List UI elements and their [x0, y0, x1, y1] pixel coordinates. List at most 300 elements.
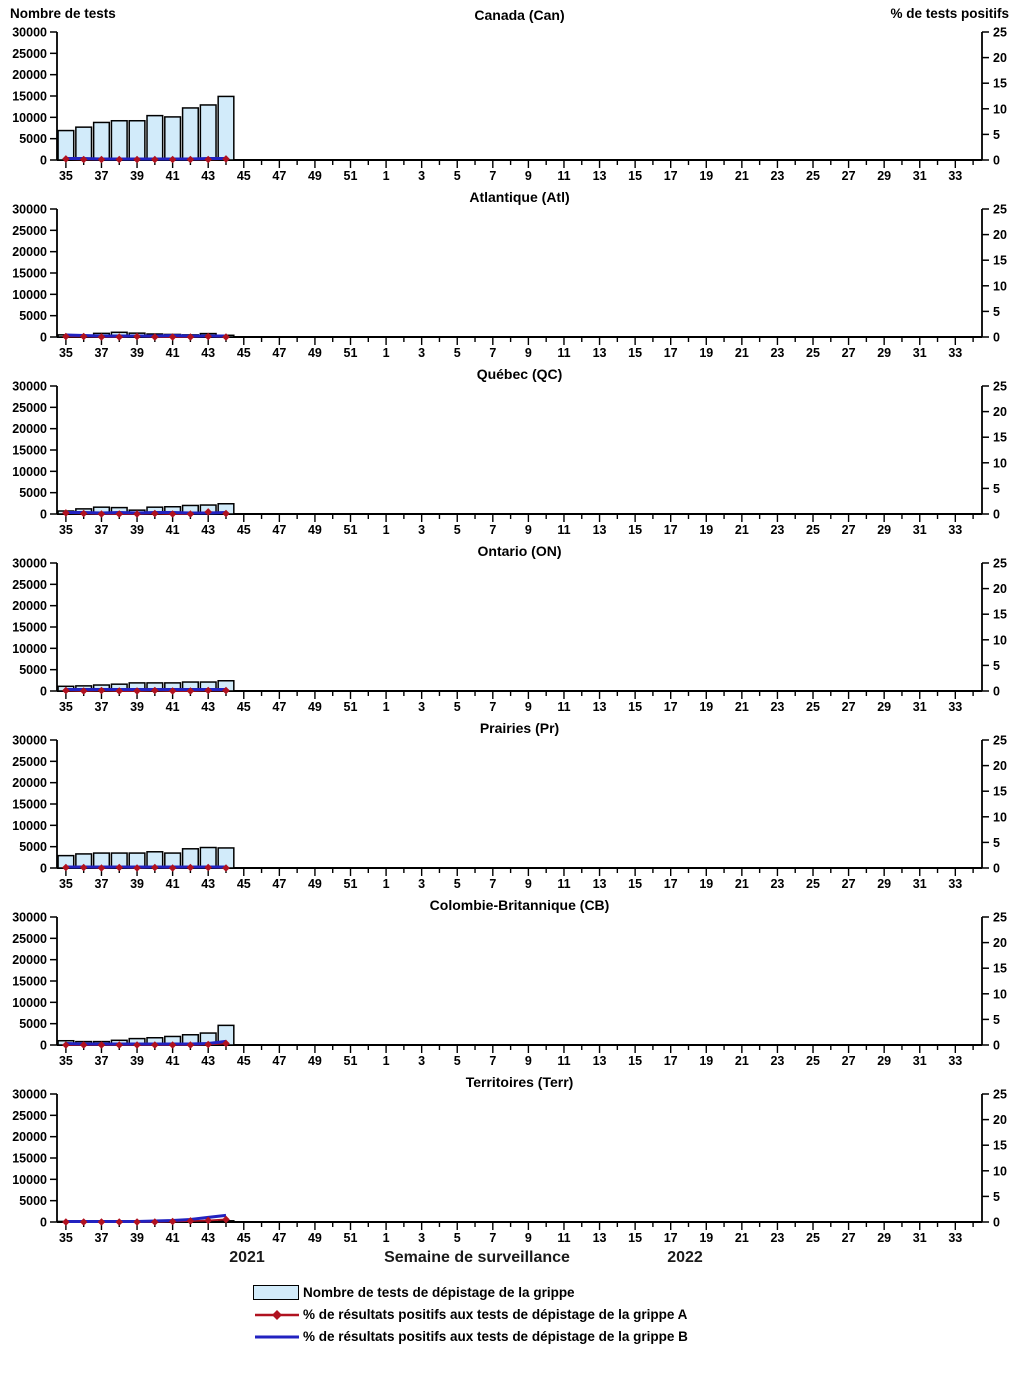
- svg-text:5: 5: [993, 481, 1000, 496]
- svg-text:11: 11: [557, 169, 571, 181]
- right-axis: [982, 557, 1007, 699]
- bar-swatch-icon: [253, 1285, 299, 1300]
- chart-ontario: [0, 535, 1013, 712]
- svg-text:27: 27: [841, 700, 856, 712]
- panel-title: Colombie-Britannique (CB): [429, 897, 610, 913]
- svg-text:0: 0: [40, 507, 47, 522]
- svg-text:7: 7: [489, 877, 497, 889]
- svg-text:33: 33: [948, 700, 963, 712]
- svg-text:25000: 25000: [12, 223, 47, 238]
- svg-text:5: 5: [993, 304, 1000, 319]
- svg-text:5000: 5000: [19, 309, 47, 324]
- svg-text:29: 29: [877, 169, 892, 181]
- svg-text:10000: 10000: [12, 464, 47, 479]
- panel-territoires: [0, 1066, 1013, 1243]
- x-axis: [59, 1045, 973, 1066]
- svg-text:11: 11: [557, 523, 571, 535]
- svg-text:15: 15: [993, 76, 1007, 91]
- svg-text:25: 25: [993, 733, 1007, 748]
- svg-text:41: 41: [165, 1054, 180, 1066]
- svg-text:21: 21: [734, 169, 749, 181]
- svg-text:43: 43: [201, 1054, 216, 1066]
- svg-text:25: 25: [806, 1231, 820, 1243]
- svg-text:25: 25: [993, 202, 1007, 217]
- svg-text:15000: 15000: [12, 1151, 47, 1166]
- panel-title: Atlantique (Atl): [469, 189, 570, 205]
- right-axis: [982, 26, 1007, 168]
- svg-text:49: 49: [307, 700, 322, 712]
- svg-text:10000: 10000: [12, 818, 47, 833]
- svg-text:47: 47: [272, 700, 287, 712]
- svg-text:20000: 20000: [12, 422, 47, 437]
- svg-text:5: 5: [453, 877, 461, 889]
- svg-text:25000: 25000: [12, 577, 47, 592]
- svg-text:5: 5: [453, 1054, 461, 1066]
- svg-text:17: 17: [663, 877, 678, 889]
- svg-text:25000: 25000: [12, 46, 47, 61]
- svg-text:30000: 30000: [12, 910, 47, 925]
- svg-text:31: 31: [912, 1054, 927, 1066]
- svg-text:5: 5: [993, 658, 1000, 673]
- svg-text:11: 11: [557, 700, 571, 712]
- svg-text:5: 5: [453, 700, 461, 712]
- svg-text:27: 27: [841, 1054, 856, 1066]
- left-axis: [12, 203, 57, 345]
- svg-text:41: 41: [165, 346, 180, 358]
- svg-text:11: 11: [557, 877, 571, 889]
- svg-text:3: 3: [418, 1054, 426, 1066]
- svg-text:47: 47: [272, 169, 287, 181]
- svg-text:49: 49: [307, 346, 322, 358]
- svg-text:49: 49: [307, 1231, 322, 1243]
- svg-text:5: 5: [453, 1231, 461, 1243]
- svg-text:15: 15: [628, 1054, 643, 1066]
- svg-text:0: 0: [40, 1038, 47, 1053]
- svg-text:15000: 15000: [12, 89, 47, 104]
- svg-text:0: 0: [40, 684, 47, 699]
- svg-text:5: 5: [993, 1012, 1000, 1027]
- svg-text:0: 0: [40, 153, 47, 168]
- svg-text:45: 45: [236, 523, 251, 535]
- svg-text:39: 39: [130, 1231, 145, 1243]
- svg-text:39: 39: [130, 877, 145, 889]
- svg-text:35: 35: [58, 700, 73, 712]
- svg-text:1: 1: [382, 1231, 390, 1243]
- panel-quebec: [0, 358, 1013, 535]
- axes: [57, 386, 982, 514]
- svg-text:20: 20: [993, 936, 1007, 951]
- svg-text:25000: 25000: [12, 754, 47, 769]
- svg-text:31: 31: [912, 1231, 927, 1243]
- x-axis: [59, 160, 973, 181]
- svg-text:17: 17: [663, 169, 678, 181]
- panel-title: Ontario (ON): [477, 543, 562, 559]
- right-axis: [982, 203, 1007, 345]
- panel-prairies: [0, 712, 1013, 889]
- svg-text:9: 9: [524, 169, 532, 181]
- svg-text:27: 27: [841, 877, 856, 889]
- svg-text:20: 20: [993, 51, 1007, 66]
- svg-text:43: 43: [201, 346, 216, 358]
- svg-text:9: 9: [524, 700, 532, 712]
- svg-text:15: 15: [993, 784, 1007, 799]
- svg-text:41: 41: [165, 169, 180, 181]
- svg-text:31: 31: [912, 700, 927, 712]
- svg-text:5: 5: [453, 169, 461, 181]
- svg-text:45: 45: [236, 346, 251, 358]
- svg-text:31: 31: [912, 523, 927, 535]
- svg-text:27: 27: [841, 346, 856, 358]
- svg-text:30000: 30000: [12, 556, 47, 571]
- svg-text:23: 23: [770, 877, 785, 889]
- axes: [57, 1094, 982, 1222]
- svg-text:29: 29: [877, 877, 892, 889]
- svg-text:17: 17: [663, 1054, 678, 1066]
- svg-text:23: 23: [770, 169, 785, 181]
- svg-text:45: 45: [236, 1054, 251, 1066]
- svg-text:10: 10: [993, 633, 1007, 648]
- grippe-b-line: [66, 512, 226, 513]
- svg-text:35: 35: [58, 523, 73, 535]
- svg-text:25: 25: [806, 700, 820, 712]
- svg-text:10: 10: [993, 987, 1007, 1002]
- svg-text:5000: 5000: [19, 840, 47, 855]
- svg-text:5000: 5000: [19, 486, 47, 501]
- svg-text:5: 5: [993, 835, 1000, 850]
- svg-text:5000: 5000: [19, 1017, 47, 1032]
- svg-text:15000: 15000: [12, 443, 47, 458]
- svg-text:45: 45: [236, 877, 251, 889]
- svg-text:25: 25: [993, 25, 1007, 40]
- svg-text:10000: 10000: [12, 995, 47, 1010]
- svg-text:20: 20: [993, 582, 1007, 597]
- svg-text:45: 45: [236, 1231, 251, 1243]
- svg-text:10: 10: [993, 279, 1007, 294]
- svg-text:20: 20: [993, 405, 1007, 420]
- panel-canada: [0, 4, 1013, 181]
- svg-text:13: 13: [592, 346, 607, 358]
- x-axis-title: Semaine de surveillance: [384, 1249, 570, 1266]
- svg-text:43: 43: [201, 700, 216, 712]
- svg-text:35: 35: [58, 346, 73, 358]
- svg-text:21: 21: [734, 700, 749, 712]
- svg-text:41: 41: [165, 1231, 180, 1243]
- svg-text:20000: 20000: [12, 776, 47, 791]
- svg-text:10: 10: [993, 810, 1007, 825]
- svg-text:7: 7: [489, 523, 497, 535]
- panel-atlantique: [0, 181, 1013, 358]
- svg-text:25: 25: [993, 910, 1007, 925]
- svg-text:30000: 30000: [12, 25, 47, 40]
- svg-text:5: 5: [453, 523, 461, 535]
- svg-text:29: 29: [877, 523, 892, 535]
- svg-text:10000: 10000: [12, 1172, 47, 1187]
- svg-text:25000: 25000: [12, 931, 47, 946]
- svg-text:41: 41: [165, 877, 180, 889]
- svg-text:49: 49: [307, 169, 322, 181]
- svg-text:33: 33: [948, 523, 963, 535]
- left-axis: [12, 911, 57, 1053]
- legend-label-grippe-b: % de résultats positifs aux tests de dépistage de la grippe B: [303, 1329, 688, 1344]
- svg-text:15000: 15000: [12, 797, 47, 812]
- svg-text:23: 23: [770, 1054, 785, 1066]
- svg-text:43: 43: [201, 169, 216, 181]
- svg-text:33: 33: [948, 1231, 963, 1243]
- chart-prairies: [0, 712, 1013, 889]
- axes: [57, 563, 982, 691]
- svg-text:25: 25: [806, 346, 820, 358]
- left-axis: [12, 1088, 57, 1230]
- svg-text:10000: 10000: [12, 287, 47, 302]
- svg-text:10: 10: [993, 102, 1007, 117]
- svg-text:17: 17: [663, 523, 678, 535]
- panel-title: Territoires (Terr): [465, 1074, 574, 1090]
- svg-text:1: 1: [382, 700, 390, 712]
- svg-text:11: 11: [557, 346, 571, 358]
- svg-text:31: 31: [912, 169, 927, 181]
- svg-text:21: 21: [734, 877, 749, 889]
- svg-text:31: 31: [912, 346, 927, 358]
- grippe-b-line: [66, 158, 226, 159]
- left-axis: [12, 557, 57, 699]
- svg-text:3: 3: [418, 169, 426, 181]
- svg-text:20000: 20000: [12, 68, 47, 83]
- svg-text:51: 51: [343, 523, 358, 535]
- x-axis: [59, 337, 973, 358]
- svg-text:0: 0: [993, 1215, 1000, 1230]
- svg-text:37: 37: [94, 700, 109, 712]
- x-axis-footer: [0, 1243, 1013, 1277]
- svg-text:47: 47: [272, 346, 287, 358]
- svg-text:30000: 30000: [12, 202, 47, 217]
- svg-text:49: 49: [307, 1054, 322, 1066]
- svg-text:19: 19: [699, 700, 714, 712]
- svg-text:23: 23: [770, 700, 785, 712]
- svg-text:51: 51: [343, 877, 358, 889]
- svg-text:30000: 30000: [12, 733, 47, 748]
- axes: [57, 917, 982, 1045]
- svg-text:9: 9: [524, 523, 532, 535]
- year-2022-label: 2022: [667, 1249, 703, 1266]
- svg-text:23: 23: [770, 523, 785, 535]
- svg-text:11: 11: [557, 1231, 571, 1243]
- svg-text:37: 37: [94, 169, 109, 181]
- svg-text:45: 45: [236, 700, 251, 712]
- svg-text:5: 5: [993, 1189, 1000, 1204]
- svg-text:7: 7: [489, 700, 497, 712]
- svg-text:20000: 20000: [12, 599, 47, 614]
- svg-text:13: 13: [592, 523, 607, 535]
- left-axis: [12, 26, 57, 168]
- svg-text:25: 25: [806, 1054, 820, 1066]
- chart-atlantique: [0, 181, 1013, 358]
- svg-text:19: 19: [699, 346, 714, 358]
- svg-text:20000: 20000: [12, 953, 47, 968]
- svg-text:10000: 10000: [12, 110, 47, 125]
- svg-text:21: 21: [734, 523, 749, 535]
- svg-text:39: 39: [130, 700, 145, 712]
- panel-title: Prairies (Pr): [479, 720, 560, 736]
- svg-text:39: 39: [130, 169, 145, 181]
- svg-text:37: 37: [94, 877, 109, 889]
- svg-text:0: 0: [40, 330, 47, 345]
- line-diamond-swatch-wrap: [253, 1308, 303, 1322]
- test-count-bars: [58, 96, 234, 160]
- svg-text:10000: 10000: [12, 641, 47, 656]
- right-axis: [982, 1088, 1007, 1230]
- svg-text:39: 39: [130, 523, 145, 535]
- svg-text:41: 41: [165, 700, 180, 712]
- svg-text:25000: 25000: [12, 400, 47, 415]
- panel-title: Québec (QC): [476, 366, 563, 382]
- svg-text:47: 47: [272, 1054, 287, 1066]
- svg-text:3: 3: [418, 877, 426, 889]
- svg-text:43: 43: [201, 877, 216, 889]
- svg-text:7: 7: [489, 1054, 497, 1066]
- svg-text:21: 21: [734, 346, 749, 358]
- svg-text:51: 51: [343, 1054, 358, 1066]
- svg-text:10: 10: [993, 456, 1007, 471]
- x-axis: [59, 691, 973, 712]
- left-axis: [12, 734, 57, 876]
- svg-text:20: 20: [993, 228, 1007, 243]
- line-swatch-wrap: [253, 1330, 303, 1344]
- svg-text:17: 17: [663, 346, 678, 358]
- svg-text:0: 0: [993, 1038, 1000, 1053]
- svg-text:20000: 20000: [12, 245, 47, 260]
- svg-text:19: 19: [699, 877, 714, 889]
- svg-text:1: 1: [382, 346, 390, 358]
- svg-text:25: 25: [806, 523, 820, 535]
- svg-text:15: 15: [993, 430, 1007, 445]
- svg-text:23: 23: [770, 346, 785, 358]
- svg-text:19: 19: [699, 523, 714, 535]
- svg-text:21: 21: [734, 1054, 749, 1066]
- svg-text:29: 29: [877, 1054, 892, 1066]
- svg-text:15: 15: [993, 253, 1007, 268]
- svg-text:25: 25: [806, 169, 820, 181]
- svg-text:0: 0: [993, 507, 1000, 522]
- svg-text:31: 31: [912, 877, 927, 889]
- svg-text:30000: 30000: [12, 1087, 47, 1102]
- line-blue-icon: [253, 1330, 301, 1344]
- svg-text:15: 15: [993, 607, 1007, 622]
- svg-text:29: 29: [877, 346, 892, 358]
- svg-text:51: 51: [343, 1231, 358, 1243]
- line-diamond-red-icon: [253, 1308, 301, 1322]
- svg-text:33: 33: [948, 169, 963, 181]
- svg-text:17: 17: [663, 1231, 678, 1243]
- svg-text:9: 9: [524, 346, 532, 358]
- svg-text:15000: 15000: [12, 266, 47, 281]
- svg-text:5000: 5000: [19, 663, 47, 678]
- x-axis: [59, 868, 973, 889]
- svg-text:47: 47: [272, 1231, 287, 1243]
- svg-text:15: 15: [993, 1138, 1007, 1153]
- svg-text:49: 49: [307, 877, 322, 889]
- legend-label-tests: Nombre de tests de dépistage de la grippe: [303, 1285, 575, 1300]
- svg-text:3: 3: [418, 1231, 426, 1243]
- right-axis: [982, 380, 1007, 522]
- svg-text:35: 35: [58, 1231, 73, 1243]
- axes: [57, 209, 982, 337]
- svg-text:9: 9: [524, 1231, 532, 1243]
- svg-text:9: 9: [524, 877, 532, 889]
- svg-text:29: 29: [877, 700, 892, 712]
- svg-text:47: 47: [272, 523, 287, 535]
- svg-text:51: 51: [343, 700, 358, 712]
- svg-text:0: 0: [993, 153, 1000, 168]
- svg-text:5000: 5000: [19, 1194, 47, 1209]
- svg-text:51: 51: [343, 346, 358, 358]
- svg-text:13: 13: [592, 169, 607, 181]
- svg-text:15: 15: [628, 1231, 643, 1243]
- svg-text:47: 47: [272, 877, 287, 889]
- svg-text:49: 49: [307, 523, 322, 535]
- right-axis: [982, 734, 1007, 876]
- svg-text:0: 0: [40, 861, 47, 876]
- svg-text:33: 33: [948, 877, 963, 889]
- svg-text:0: 0: [993, 684, 1000, 699]
- svg-text:11: 11: [557, 1054, 571, 1066]
- svg-text:39: 39: [130, 346, 145, 358]
- svg-text:37: 37: [94, 1231, 109, 1243]
- svg-text:43: 43: [201, 1231, 216, 1243]
- right-axis: [982, 911, 1007, 1053]
- svg-text:37: 37: [94, 346, 109, 358]
- svg-text:20: 20: [993, 1113, 1007, 1128]
- svg-text:13: 13: [592, 1231, 607, 1243]
- svg-text:1: 1: [382, 169, 390, 181]
- svg-text:33: 33: [948, 346, 963, 358]
- x-axis: [59, 1222, 973, 1243]
- legend-label-grippe-a: % de résultats positifs aux tests de dépistage de la grippe A: [303, 1307, 688, 1322]
- svg-text:7: 7: [489, 169, 497, 181]
- svg-text:23: 23: [770, 1231, 785, 1243]
- svg-text:5000: 5000: [19, 132, 47, 147]
- svg-text:13: 13: [592, 700, 607, 712]
- chart-colombie-britannique: [0, 889, 1013, 1066]
- year-2021-label: 2021: [229, 1249, 265, 1266]
- left-axis: [12, 380, 57, 522]
- svg-text:3: 3: [418, 523, 426, 535]
- svg-text:30000: 30000: [12, 379, 47, 394]
- right-axis-title: % de tests positifs: [890, 6, 1009, 21]
- svg-text:51: 51: [343, 169, 358, 181]
- chart-canada: [0, 4, 1013, 181]
- svg-text:27: 27: [841, 169, 856, 181]
- svg-text:0: 0: [40, 1215, 47, 1230]
- svg-text:37: 37: [94, 1054, 109, 1066]
- svg-text:45: 45: [236, 169, 251, 181]
- svg-text:15: 15: [628, 346, 643, 358]
- svg-text:19: 19: [699, 169, 714, 181]
- svg-text:25: 25: [993, 556, 1007, 571]
- chart-quebec: [0, 358, 1013, 535]
- svg-text:9: 9: [524, 1054, 532, 1066]
- svg-text:3: 3: [418, 700, 426, 712]
- svg-text:35: 35: [58, 169, 73, 181]
- svg-text:5: 5: [993, 127, 1000, 142]
- panel-colombie-britannique: [0, 889, 1013, 1066]
- svg-text:19: 19: [699, 1231, 714, 1243]
- svg-text:15: 15: [628, 700, 643, 712]
- x-axis: [59, 514, 973, 535]
- svg-text:35: 35: [58, 877, 73, 889]
- svg-text:7: 7: [489, 1231, 497, 1243]
- svg-text:15000: 15000: [12, 974, 47, 989]
- svg-text:25: 25: [993, 1087, 1007, 1102]
